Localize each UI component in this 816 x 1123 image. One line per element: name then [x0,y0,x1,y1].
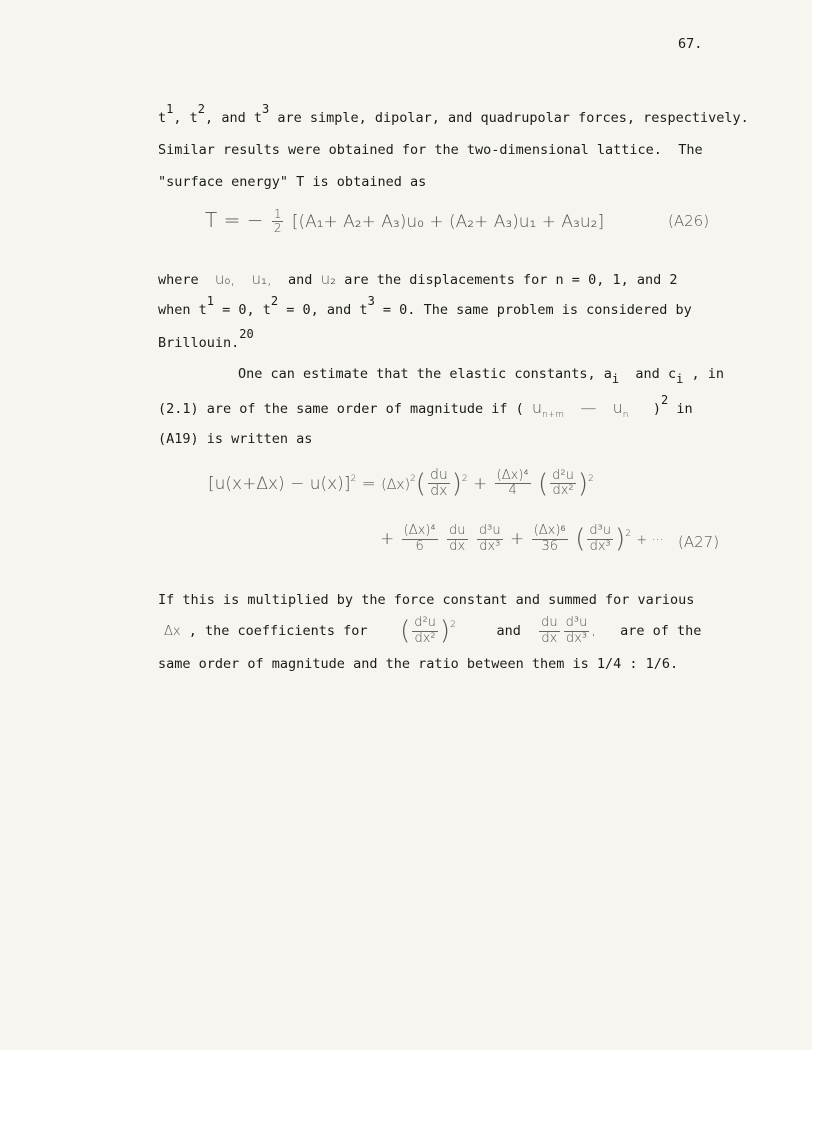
equation-a26-label: (A26) [668,212,710,230]
line-11: Δx , the coefficients for ( $\frac{\text{d²u}}{\text{dx²}}$ )$^2$ and $\frac{du}{dx}$ $\frac{\text{d³u}}{\text{dx³}}$ , are of the [164,615,702,646]
line-2: Similar results were obtained for the two-dimensional lattice. The [158,142,703,158]
page-number: 67. [678,36,703,52]
line-6: Brillouin.20 [158,327,254,351]
line-4: where u₀, u₁, and u₂ are the displacements for n = 0, 1, and 2 [158,270,678,288]
equation-a27-row-1: $[u(x+\Delta x) - u(x)]^2 = (\Delta x)^2$( $\frac{du}{dx}$ )$^2$ + $\frac{\text{(Δx)⁴}}{4}$ ( $\frac{\text{d²u}}{\text{dx²}}$ )$^2$ [208,467,594,500]
line-8: (2.1) are of the same order of magnitude if ( $u_{n+m}$ — $u_n$ )2 in [158,393,693,420]
line-10: If this is multiplied by the force constant and summed for various [158,592,695,608]
equation-a27-row-2: + $\frac{\text{(Δx)⁴}}{6}$ $\frac{du}{dx}$ $\frac{\text{d³u}}{\text{dx³}}$ + $\frac{\text{(Δx)⁶}}{36}$ ( $\frac{\text{d³u}}{\text{dx³}}$ )$^2$ + ··· [380,523,664,554]
line-5: when t1 = 0, t2 = 0, and t3 = 0. The same problem is considered by [158,294,692,318]
a26-fraction: $\frac{1}{2}$ [273,207,282,236]
line-7: One can estimate that the elastic constants, ai and ci , in [238,366,724,386]
line-1: t1, t2, and t3 are simple, dipolar, and quadrupolar forces, respectively. [158,102,749,126]
bottom-margin [0,1050,816,1123]
equation-a26: T = − $\frac{1}{2}$ [(A₁+ A₂+ A₃)u₀ + (A₂+ A₃)u₁ + A₃u₂] [205,207,605,236]
line-3: "surface energy" T is obtained as [158,174,427,190]
equation-a27-label: (A27) [678,533,720,551]
line-9: (A19) is written as [158,431,313,447]
line-12: same order of magnitude and the ratio between them is 1/4 : 1/6. [158,656,679,672]
